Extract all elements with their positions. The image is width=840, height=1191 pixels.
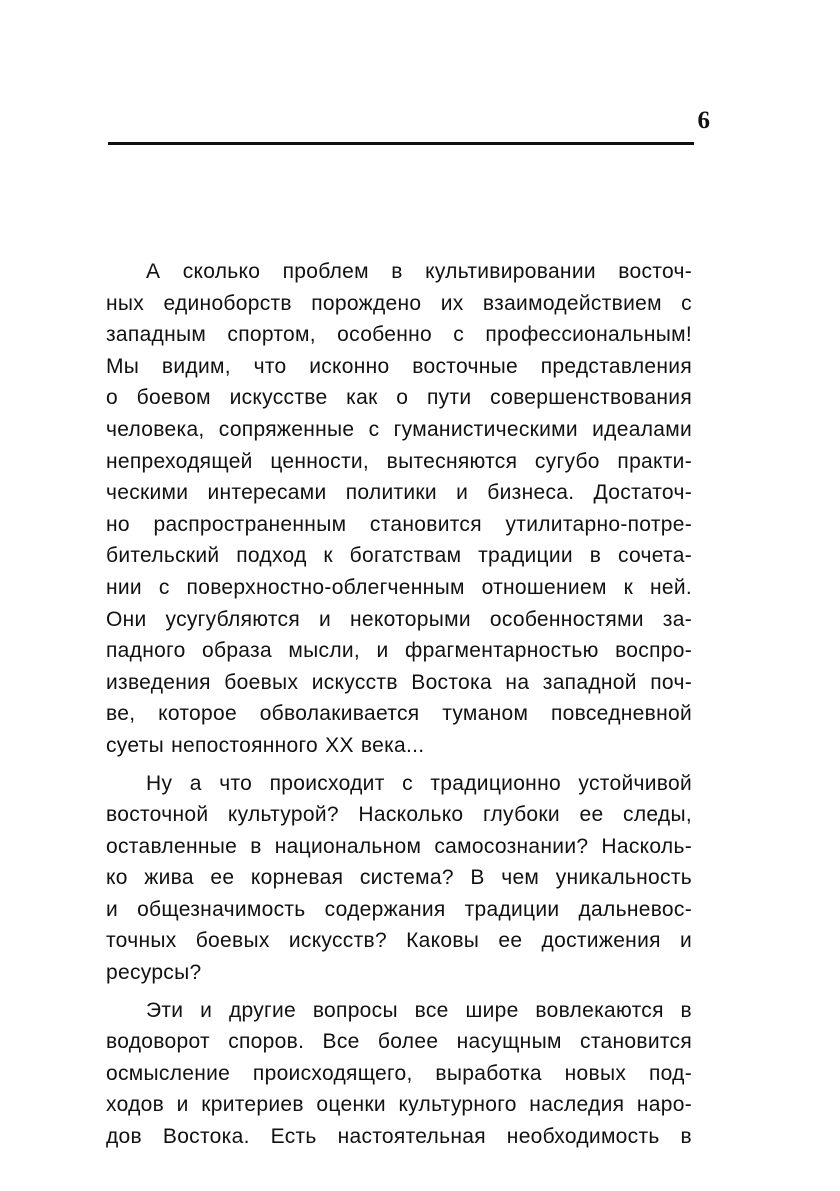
text-line: суеты непостоянного XX века... (106, 733, 425, 757)
text-line: бительский подход к богатствам традиции в сочета- (106, 544, 692, 568)
text-line: осмысление происходящего, выработка новых под- (106, 1061, 692, 1085)
text-line: точных боевых искусств? Каковы ее достижения и (106, 929, 692, 953)
text-line: дов Востока. Есть настоятельная необходимость в (106, 1125, 692, 1149)
text-line: непреходящей ценности, вытесняются сугубо практи- (106, 449, 692, 473)
text-line: ве, которое обволакивается туманом повседневной (106, 702, 692, 726)
text-line: нии с поверхностно-облегченным отношением к ней. (106, 575, 692, 599)
paragraph-3 (106, 995, 692, 1153)
paragraph-2 (106, 768, 692, 989)
text-line: ходов и критериев оценки культурного наследия наро- (106, 1093, 692, 1117)
text-line: ческими интересами политики и бизнеса. Достаточ- (106, 481, 692, 505)
text-line: но распространенным становится утилитарно-потре- (106, 512, 692, 536)
text-line: о боевом искусстве как о пути совершенствования (106, 386, 692, 410)
body-text (106, 256, 692, 1153)
text-line: оставленные в национальном самосознании? Насколь- (106, 834, 692, 858)
text-line: ко жива ее корневая система? В чем уникальность (106, 866, 692, 890)
text-line: восточной культурой? Насколько глубоки ее следы, (106, 803, 692, 827)
text-line: ных единоборств порождено их взаимодействием с (106, 291, 692, 315)
text-line: падного образа мысли, и фрагментарностью воспро- (106, 639, 692, 663)
text-line: изведения боевых искусств Востока на западной поч- (106, 670, 692, 694)
paragraph-1 (106, 256, 692, 762)
text-line: ресурсы? (106, 961, 202, 985)
text-line: человека, сопряженные с гуманистическими идеалами (106, 417, 692, 441)
text-line: Мы видим, что исконно восточные представления (106, 354, 692, 378)
text-line: водоворот споров. Все более насущным становится (106, 1030, 692, 1054)
text-line: Они усугубляются и некоторыми особенностями за- (106, 607, 692, 631)
header-rule (108, 142, 694, 145)
text-line: и общезначимость содержания традиции дальневос- (106, 897, 692, 921)
page-number: 6 (697, 107, 710, 134)
text-line: А сколько проблем в культивировании восточ- (146, 260, 692, 283)
text-line: западным спортом, особенно с профессиональным! (106, 323, 692, 347)
text-line: Эти и другие вопросы все шире вовлекаются в (146, 998, 692, 1022)
text-line: Ну а что происходит с традиционно устойчивой (146, 771, 692, 795)
